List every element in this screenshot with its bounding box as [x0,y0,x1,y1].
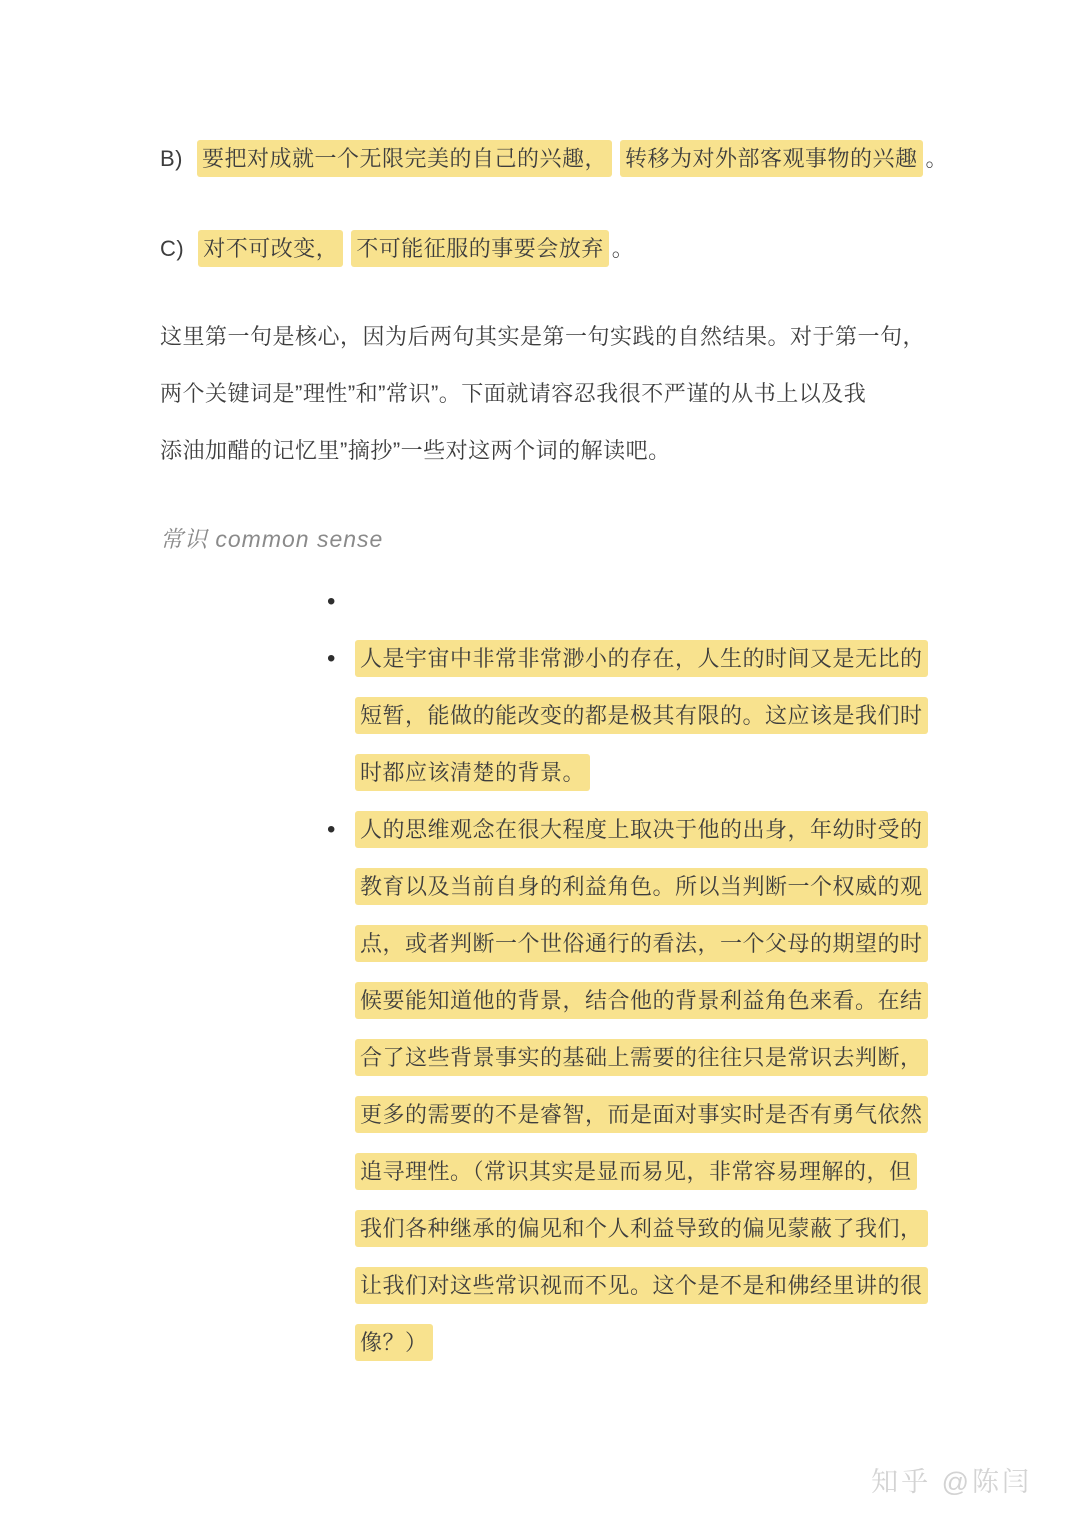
option-label-c: C) [160,236,185,261]
bullet-line [355,1086,950,1143]
body-paragraph [160,308,950,479]
bullet-line [355,858,950,915]
highlight-segment: 要把对成就一个无限完美的自己的兴趣， [197,140,612,177]
highlight-segment: 人是宇宙中非常非常渺小的存在，人生的时间又是无比的 [355,640,928,677]
option-line-c [160,230,950,268]
highlight-segment: 让我们对这些常识视而不见。这个是不是和佛经里讲的很 [355,1267,928,1304]
highlight-segment: 合了这些背景事实的基础上需要的往往只是常识去判断， [355,1039,928,1076]
option-tail: 。 [925,146,949,171]
bullet-line [355,630,950,687]
section-heading: 常识 common sense [160,526,384,552]
highlight-segment: 更多的需要的不是睿智，而是面对事实时是否有勇气依然 [355,1096,928,1133]
paragraph-line: 这里第一句是核心，因为后两句其实是第一句实践的自然结果。对于第一句， [160,324,926,349]
highlight-segment: 转移为对外部客观事物的兴趣 [620,140,923,177]
option-line-b [160,140,950,178]
bullet-line [355,744,950,801]
bullet-list [160,573,950,1371]
bullet-line [355,1200,950,1257]
highlight-segment: 我们各种继承的偏见和个人利益导致的偏见蒙蔽了我们， [355,1210,928,1247]
bullet-line [355,1314,950,1371]
highlight-segment: 对不可改变， [198,230,343,267]
highlight-segment: 点，或者判断一个世俗通行的看法，一个父母的期望的时 [355,925,928,962]
highlight-segment: 候要能知道他的背景，结合他的背景利益角色来看。在结 [355,982,928,1019]
highlight-segment: 时都应该清楚的背景。 [355,754,590,791]
bullet-line [355,915,950,972]
bullet-item [355,801,950,1371]
highlight-segment: 教育以及当前自身的利益角色。所以当判断一个权威的观 [355,868,928,905]
bullet-line [355,801,950,858]
highlight-segment: 不可能征服的事要会放弃 [351,230,609,267]
highlight-segment: 短暂，能做的能改变的都是极其有限的。这应该是我们时 [355,697,928,734]
bullet-line [355,1143,950,1200]
bullet-line [355,1029,950,1086]
document-content [160,140,950,1371]
bullet-line [355,1257,950,1314]
option-label-b: B) [160,146,183,171]
bullet-item [355,630,950,801]
paragraph-line: 添油加醋的记忆里”摘抄”一些对这两个词的解读吧。 [160,438,671,463]
paragraph-line: 两个关键词是”理性”和”常识”。下面就请容忍我很不严谨的从书上以及我 [160,381,867,406]
option-tail: 。 [611,236,635,261]
bullet-line [355,972,950,1029]
highlight-segment: 追寻理性。（常识其实是显而易见，非常容易理解的，但 [355,1153,917,1190]
highlight-segment: 像？） [355,1324,433,1361]
bullet-item-empty [355,573,950,630]
bullet-line [355,687,950,744]
highlight-segment: 人的思维观念在很大程度上取决于他的出身，年幼时受的 [355,811,928,848]
watermark: 知乎 @陈闫 [871,1467,1032,1497]
